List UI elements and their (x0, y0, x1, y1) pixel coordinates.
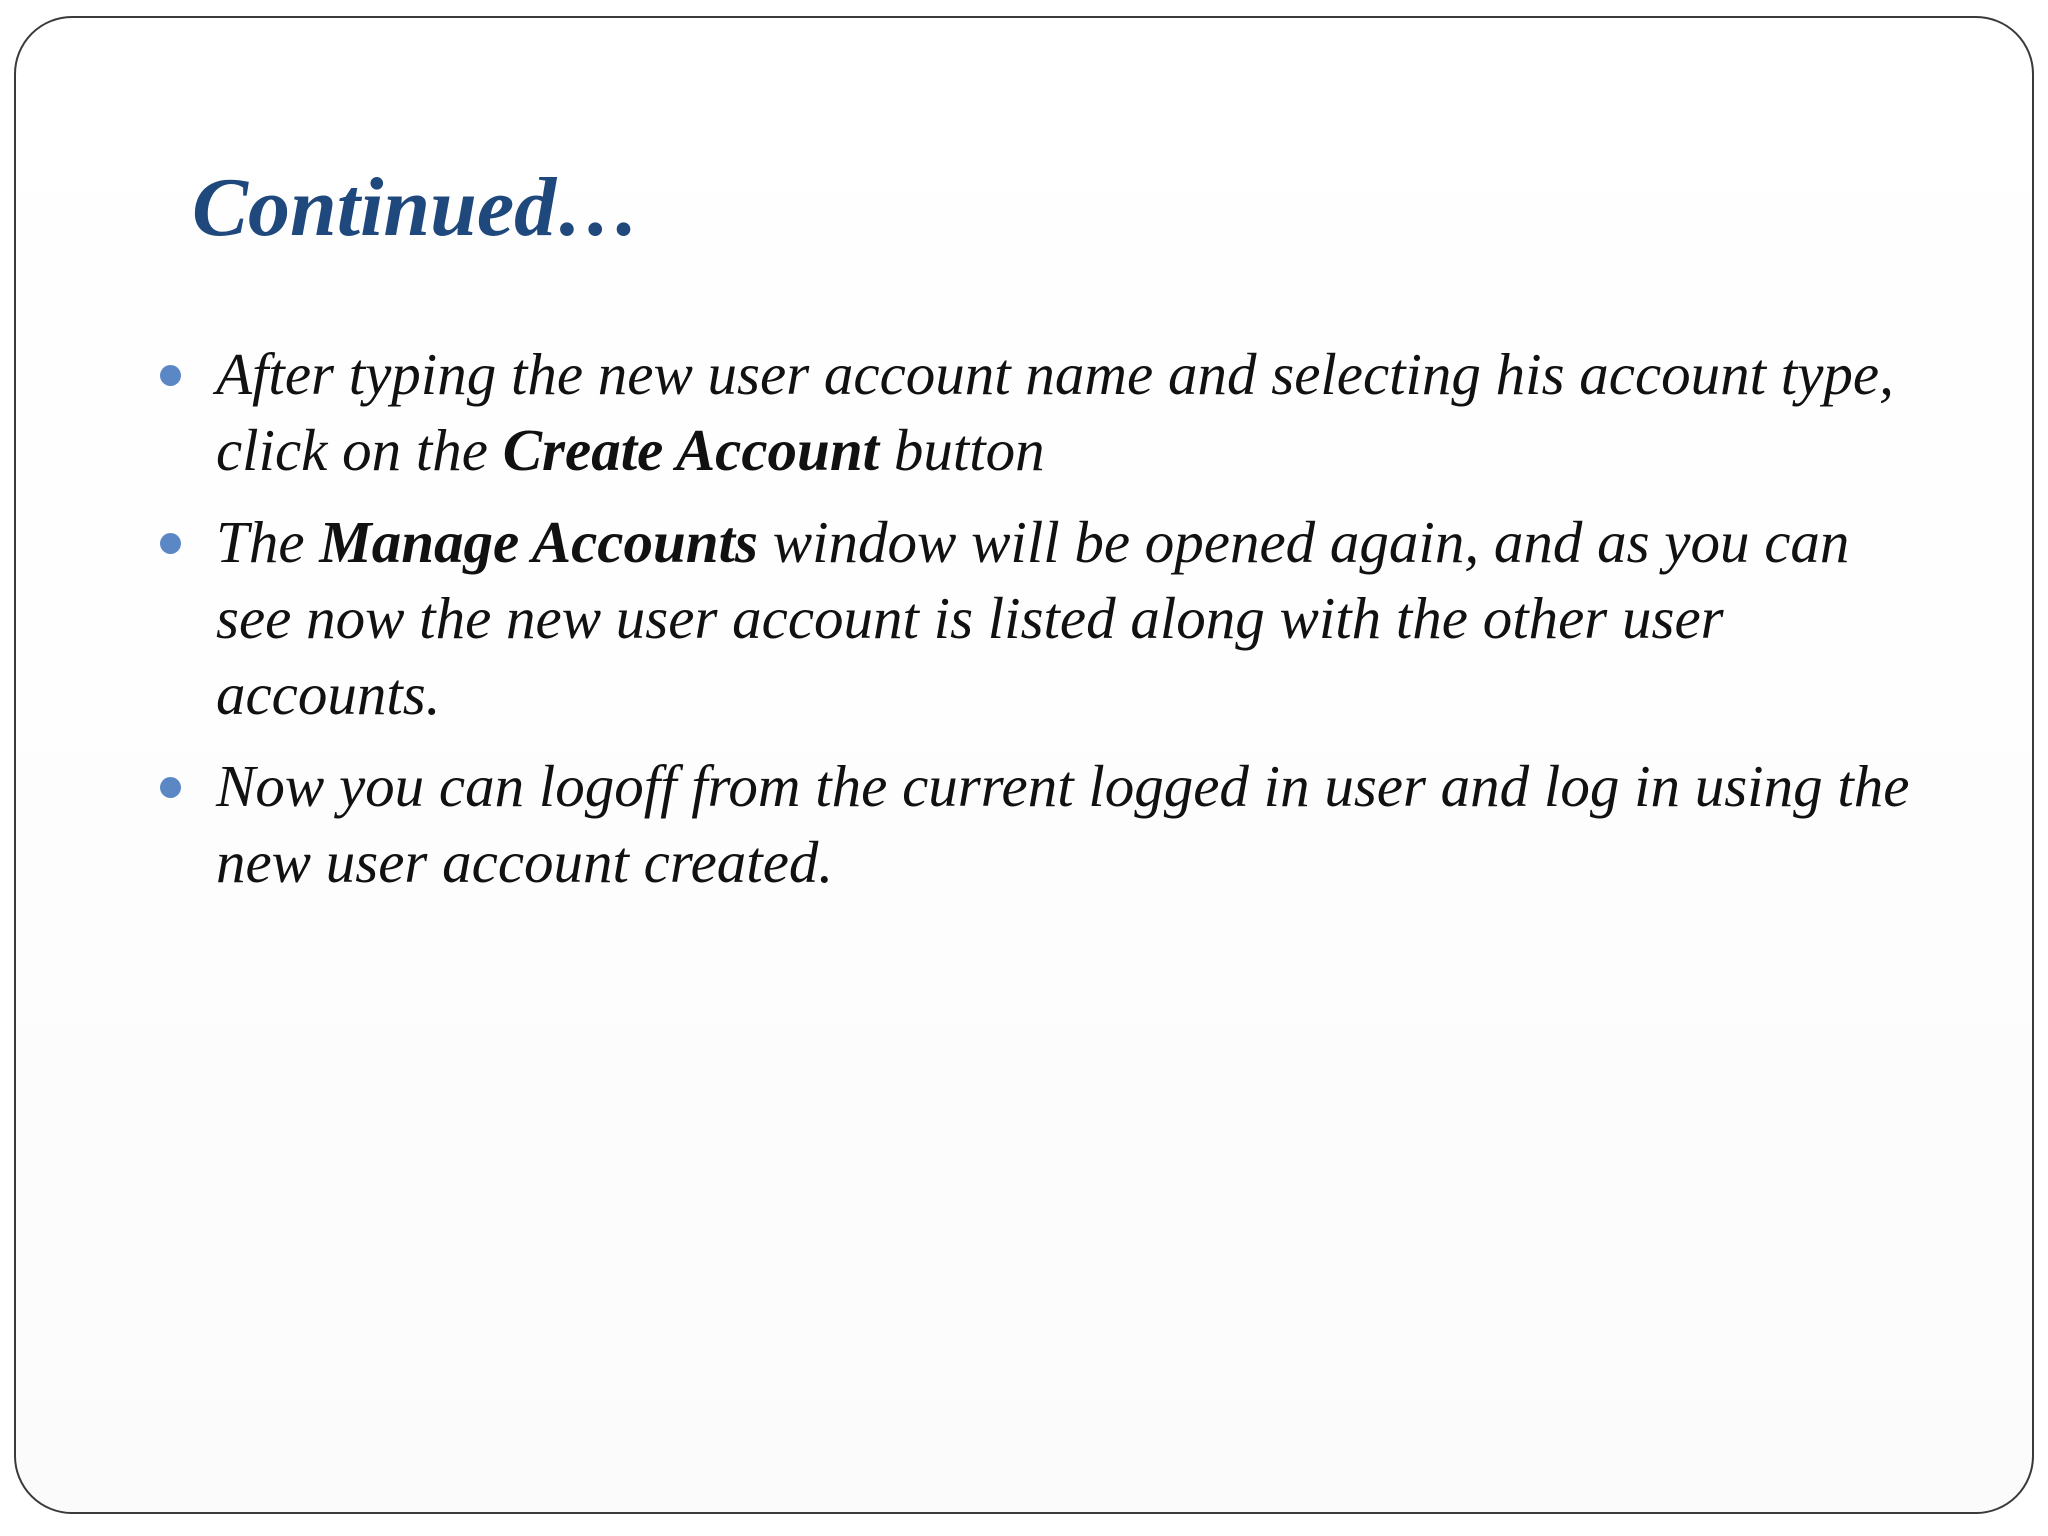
bullet-dot-icon (160, 777, 181, 798)
bullet-item-manage-accounts (16, 504, 1936, 732)
bullet-item-logoff (16, 748, 1936, 900)
bullet-item-create-account (16, 336, 1936, 488)
bullet-text: button (879, 417, 1045, 483)
bullet-emphasis: Create Account (502, 417, 880, 483)
bullet-text: Now you can logoff from the current logged in user and log in using the new user account created. (216, 753, 1910, 895)
bullet-list (16, 336, 2036, 916)
slide (14, 16, 2034, 1514)
slide-title: Continued… (192, 161, 641, 254)
bullet-dot-icon (160, 365, 181, 386)
bullet-dot-icon (160, 533, 181, 554)
bullet-text: After typing the new user account name and selecting his account type, click on the (216, 341, 1894, 483)
bullet-text: window will be opened again, and as you can see now the new user account is listed along with the other user accounts. (216, 509, 1850, 727)
bullet-emphasis: Manage Accounts (319, 509, 758, 575)
bullet-text: The (216, 509, 320, 575)
